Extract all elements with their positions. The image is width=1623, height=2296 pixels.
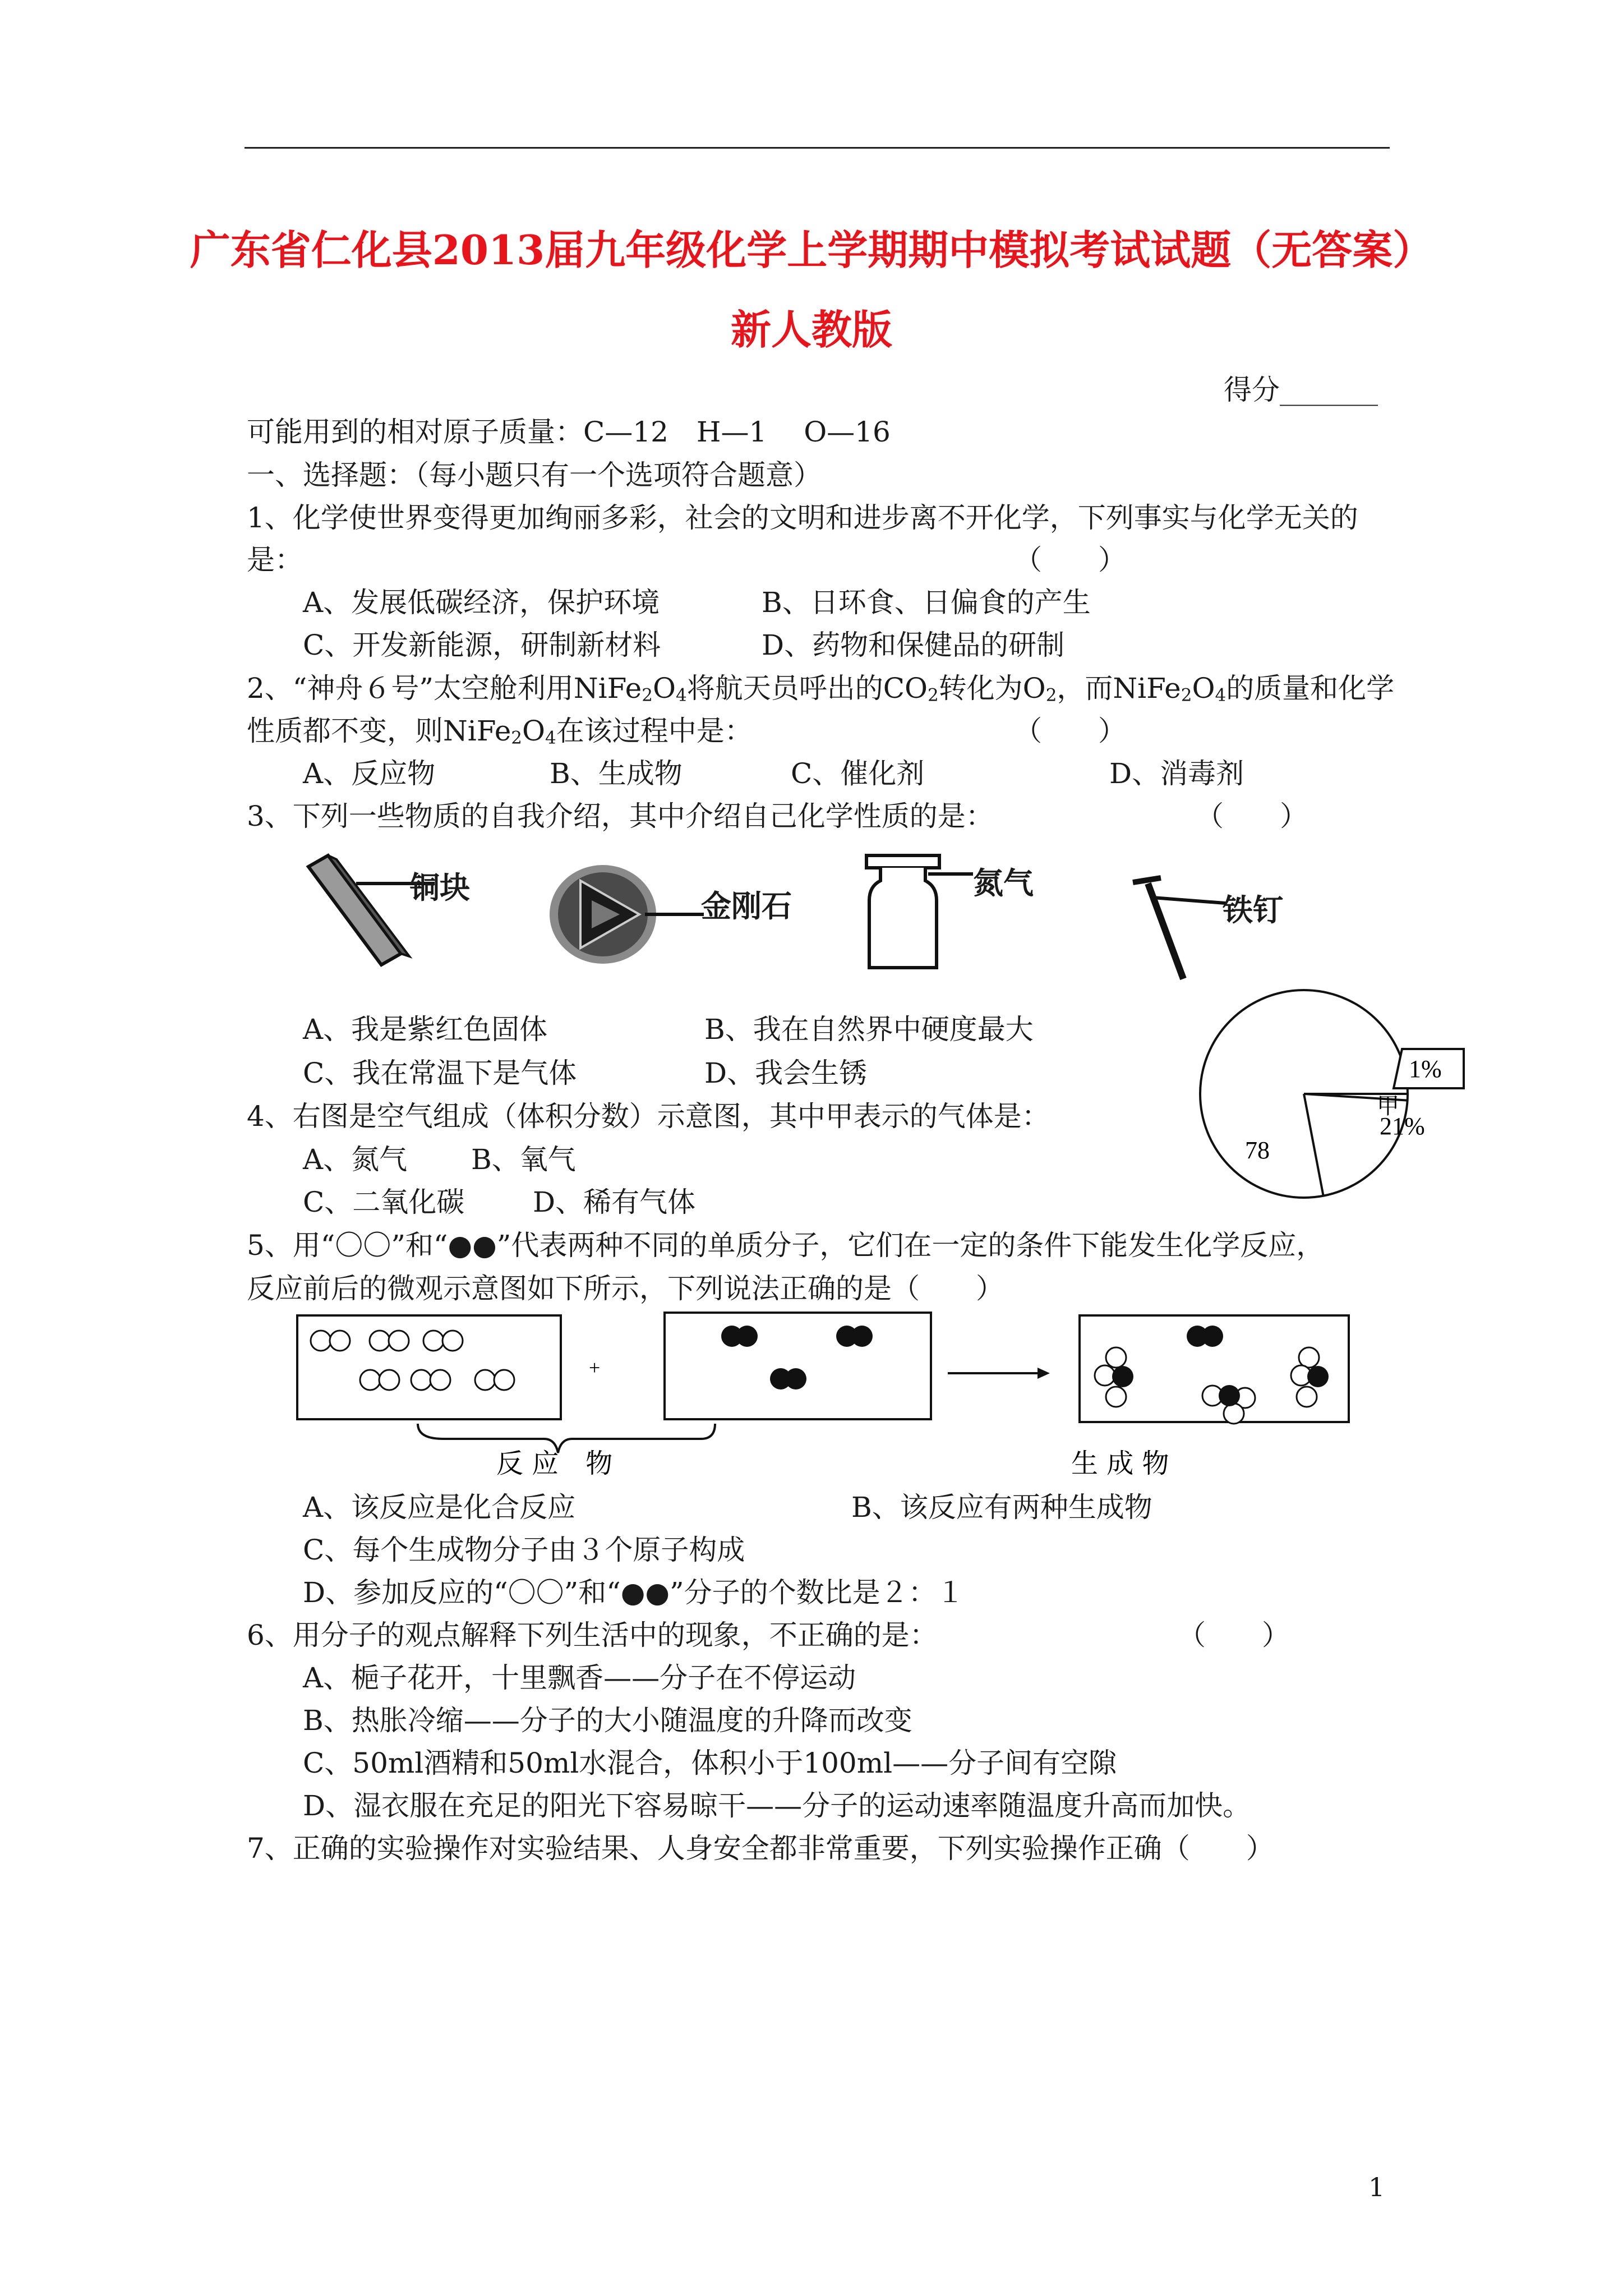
- q1-stem-line1: 1、化学使世界变得更加绚丽多彩，社会的文明和进步离不开化学，下列事实与化学无关的: [247, 501, 1358, 534]
- q7-stem: 7、正确的实验操作对实验结果、人身安全都非常重要，下列实验操作正确（ ）: [247, 1832, 1274, 1865]
- q6-option-d: D、湿衣服在充足的阳光下容易晾干——分子的运动速率随温度升高而加快。: [303, 1789, 1251, 1822]
- q1-option-c: C、开发新能源，研制新材料: [303, 629, 661, 661]
- q2-answer-bracket: （ ）: [1014, 715, 1126, 747]
- pie-label-jia: 甲: [1377, 1094, 1399, 1119]
- q2-stem-line2: 性质都不变，则NiFe2O4在该过程中是：: [247, 715, 753, 748]
- q6-option-c: C、50ml酒精和50ml水混合，体积小于100ml——分子间有空隙: [303, 1747, 1117, 1779]
- q1-answer-bracket: （ ）: [1014, 544, 1126, 576]
- pie-label-1: 1%: [1409, 1055, 1442, 1083]
- q6-option-b: B、热胀冷缩——分子的大小随温度的升降而改变: [303, 1704, 912, 1737]
- q5-option-b: B、该反应有两种生成物: [851, 1491, 1152, 1524]
- q5-stem-line1: 5、用“〇〇”和“●●”代表两种不同的单质分子，它们在一定的条件下能发生化学反应，: [247, 1229, 1325, 1262]
- q2-option-a: A、反应物: [303, 757, 436, 790]
- q4-option-d: D、稀有气体: [533, 1186, 696, 1218]
- q5-option-d: D、参加反应的“〇〇”和“●●”分子的个数比是２：１: [303, 1576, 965, 1609]
- q3-option-d: D、我会生锈: [704, 1057, 868, 1089]
- product-label: 生 成 物: [1071, 1448, 1169, 1479]
- nitrogen-bottle-picture: [858, 853, 993, 976]
- air-composition-pie-chart: [1200, 982, 1458, 1240]
- q3-answer-bracket: （ ）: [1196, 800, 1308, 832]
- plus-sign: +: [589, 1356, 601, 1379]
- score-field: 得分_______: [1224, 374, 1378, 406]
- q4-option-b: B、氧气: [471, 1143, 576, 1176]
- reaction-diagram: [292, 1307, 1357, 1479]
- section-title: 一、选择题：（每小题只有一个选项符合题意）: [247, 459, 822, 491]
- q2-option-d: D、消毒剂: [1109, 757, 1244, 790]
- q1-option-d: D、药物和保健品的研制: [762, 629, 1065, 661]
- q4-option-c: C、二氧化碳: [303, 1186, 465, 1218]
- q2-option-c: C、催化剂: [791, 757, 925, 790]
- q3-option-b: B、我在自然界中硬度最大: [704, 1013, 1034, 1046]
- page-number: 1: [1368, 2172, 1385, 2202]
- q3-stem: 3、下列一些物质的自我介绍，其中介绍自己化学性质的是：: [247, 800, 994, 832]
- q2-stem-line1: 2、“神舟６号”太空舱利用NiFe2O4将航天员呼出的CO2转化为O2，而NiFe2O4的质量和化学: [247, 672, 1395, 706]
- q3-option-a: A、我是紫红色固体: [303, 1013, 548, 1046]
- copper-block-label: 铜块: [409, 870, 470, 905]
- q5-option-a: A、该反应是化合反应: [303, 1491, 576, 1524]
- nitrogen-label: 氮气: [973, 866, 1034, 901]
- q6-answer-bracket: （ ）: [1178, 1619, 1290, 1651]
- reactant-label: 反 应 物: [496, 1448, 613, 1479]
- atomic-mass-line: 可能用到的相对原子质量：C—12 H—1 O—16: [247, 416, 891, 448]
- q6-stem: 6、用分子的观点解释下列生活中的现象，不正确的是：: [247, 1619, 938, 1651]
- q1-option-a: A、发展低碳经济，保护环境: [303, 586, 660, 619]
- document-title: 广东省仁化县2013届九年级化学上学期期中模拟考试试题（无答案）: [190, 226, 1433, 274]
- pie-label-78: 78: [1245, 1137, 1270, 1164]
- q1-stem-line2: 是：: [247, 544, 303, 576]
- iron-nail-label: 铁钉: [1223, 892, 1283, 928]
- diamond-label: 金刚石: [701, 889, 792, 924]
- q4-stem: 4、右图是空气组成（体积分数）示意图，其中甲表示的气体是：: [247, 1100, 1050, 1133]
- q4-option-a: A、氮气: [303, 1143, 408, 1176]
- q6-option-a: A、梔子花开，十里飘香——分子在不停运动: [303, 1662, 856, 1694]
- q1-option-b: B、日环食、日偏食的产生: [762, 586, 1091, 619]
- q5-stem-line2: 反应前后的微观示意图如下所示，下列说法正确的是（ ）: [247, 1272, 1004, 1305]
- q5-option-c: C、每个生成物分子由３个原子构成: [303, 1534, 745, 1566]
- pie-label-21: 21%: [1380, 1112, 1425, 1140]
- document-subtitle: 新人教版: [730, 306, 892, 353]
- header-rule: [245, 147, 1390, 149]
- q3-option-c: C、我在常温下是气体: [303, 1057, 577, 1089]
- reactant-box-2: [665, 1313, 931, 1419]
- diamond-picture: [547, 858, 709, 976]
- q2-option-b: B、生成物: [550, 757, 683, 790]
